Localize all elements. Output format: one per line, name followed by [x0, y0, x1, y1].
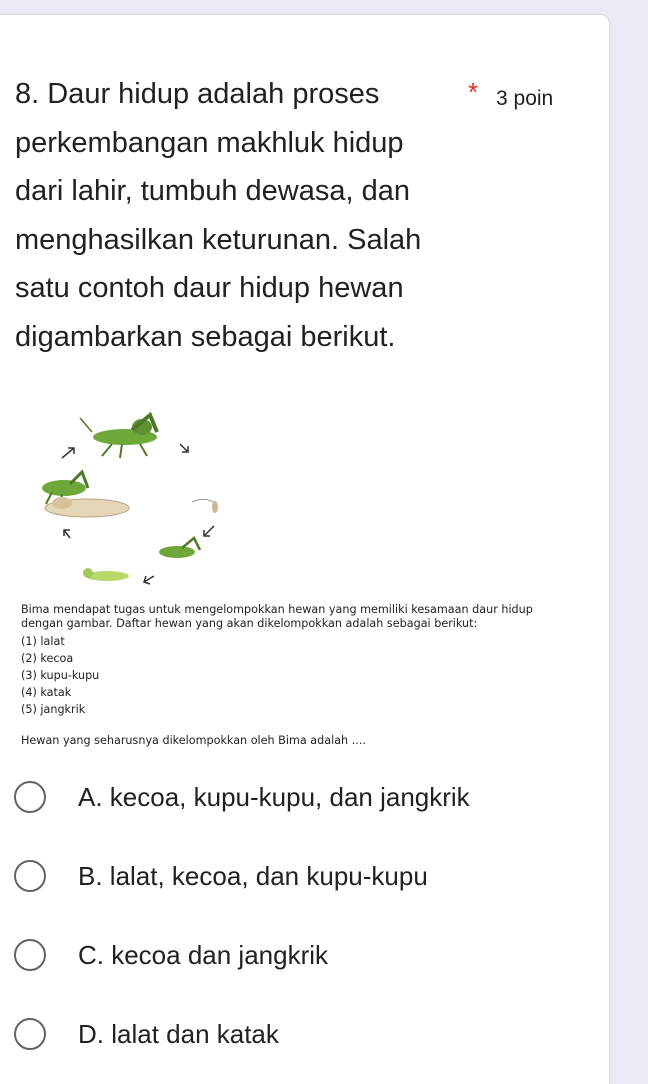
option-b[interactable]	[14, 856, 574, 896]
points-label: 3 poin	[496, 87, 554, 110]
animal-list-item: (3) kupu-kupu	[21, 669, 100, 682]
egg-icon	[212, 501, 218, 513]
egg-icon	[192, 499, 216, 504]
animal-list-item: (2) kecoa	[21, 652, 74, 665]
option-c[interactable]	[14, 935, 574, 975]
animal-list-item: (5) jangkrik	[21, 703, 86, 716]
radio-button[interactable]	[14, 1018, 46, 1050]
option-label: A. kecoa, kupu-kupu, dan jangkrik	[78, 781, 470, 812]
grasshopper-life-cycle-image	[22, 400, 562, 590]
animal-list-item: (4) katak	[21, 686, 72, 699]
option-label: B. lalat, kecoa, dan kupu-kupu	[78, 860, 428, 891]
animal-list-item: (1) lalat	[21, 635, 65, 648]
adult-grasshopper-icon	[80, 415, 157, 458]
question-description	[21, 603, 561, 748]
egg-cluster-icon	[45, 497, 129, 517]
description-question: Hewan yang seharusnya dikelompokkan oleh Bima adalah ....	[21, 734, 366, 747]
animal-list	[21, 633, 561, 718]
option-label: D. lalat dan katak	[78, 1018, 279, 1049]
option-label: C. kecoa dan jangkrik	[78, 939, 329, 970]
required-marker: *	[468, 77, 479, 107]
young-nymph-icon	[83, 568, 129, 581]
question-card	[0, 14, 610, 1084]
option-a[interactable]	[14, 777, 574, 817]
radio-button[interactable]	[14, 860, 46, 892]
small-nymph-icon	[159, 538, 200, 558]
option-d[interactable]	[14, 1014, 574, 1054]
radio-button[interactable]	[14, 781, 46, 813]
question-title: 8. Daur hidup adalah proses perkembangan makhluk hidup dari lahir, tumbuh dewasa, dan menghasilkan keturunan. Salah satu contoh daur hidup hewan digambarkan sebagai berikut.	[15, 78, 422, 353]
radio-button[interactable]	[14, 939, 46, 971]
description-intro: Bima mendapat tugas untuk mengelompokkan hewan yang memiliki kesamaan daur hidup dengan gambar. Daftar hewan yang akan dikelompokkan adalah sebagai berikut:	[21, 603, 533, 630]
